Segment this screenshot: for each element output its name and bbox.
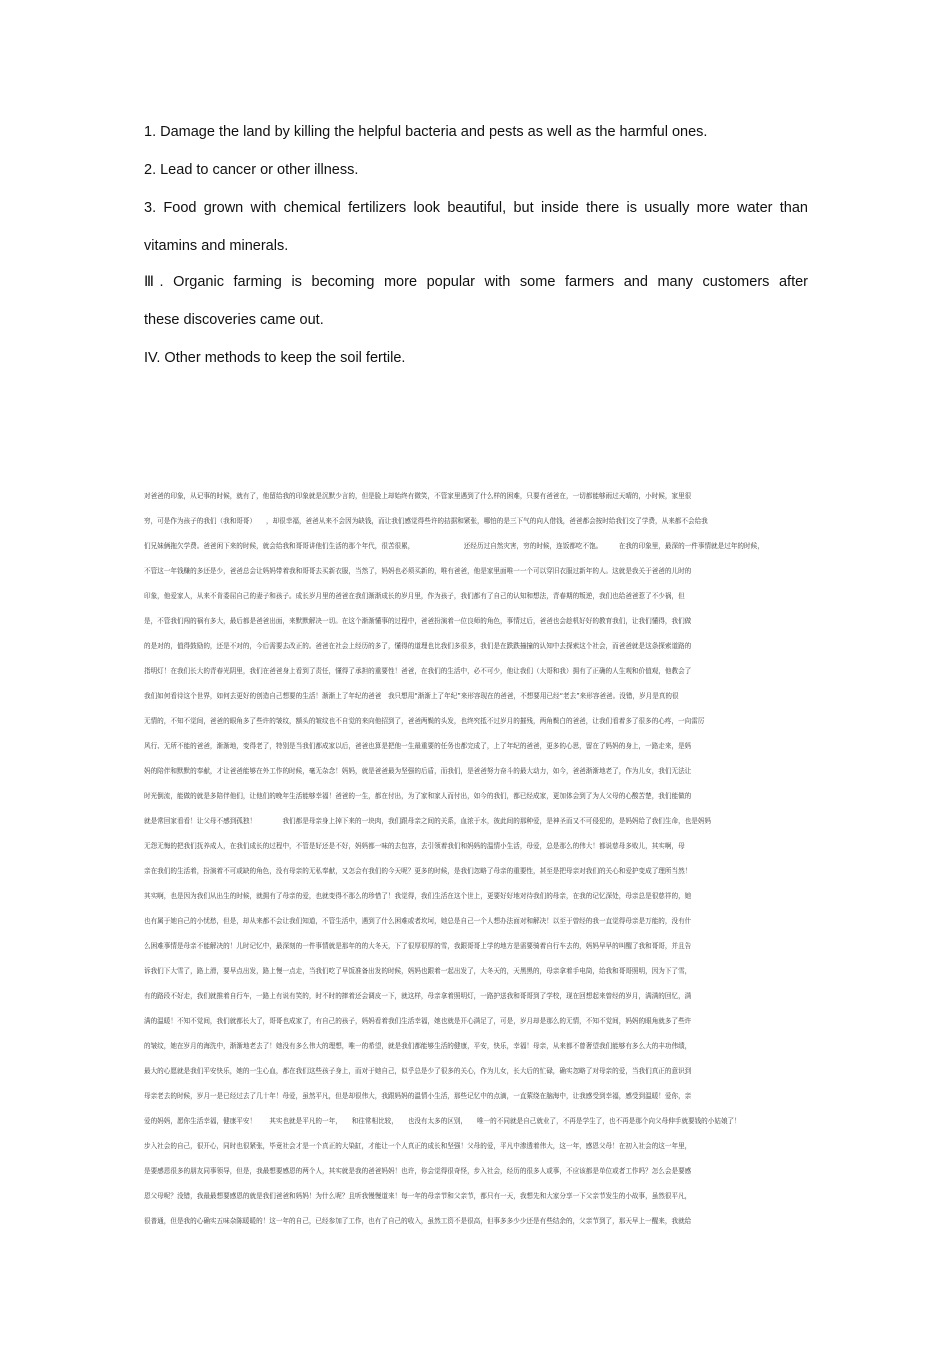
outline-item-3-continued: vitamins and minerals.	[144, 238, 289, 254]
essay-line: 指明灯！在我们长大的青春光阴里，我们在爸爸身上看到了责任，懂得了承担的重要性！爸爸，在我们的生活中，必不可少，他让我们（大哥和我）拥有了正确的人生观和价值观，他教会了	[144, 667, 692, 675]
essay-line: 很普通，但是我的心确实五味杂陈暖暖的！这一年的自己，已经参加了工作，也有了自己的收入，虽然工资不是很高，但事多多少少还是有些结余的，父亲节到了，那天早上一醒来，我就给	[144, 1217, 692, 1225]
essay-line: 无情的，不知不觉间，爸爸的眼角多了些许的皱纹，额头的皱纹也不自觉的来向他招到了，爸爸两鬓的头发，也终究抵不过岁月的摧残，两角鬓白的爸爸，让我们看着多了很多的心疼，一向雷厉	[144, 717, 705, 725]
outline-item-2: 2. Lead to cancer or other illness.	[144, 162, 359, 178]
essay-line: 无怨无悔的把我们抚养成人，在我们成长的过程中，不管是好还是不好，妈妈都一味的去包容，去引领着我们和妈妈的温情小生活，母爱，总是那么的伟大！都说慈母多败儿，其实啊，母	[144, 842, 685, 850]
outline-item-1: 1. Damage the land by killing the helpful bacteria and pests as well as the harmful ones.	[144, 124, 708, 140]
essay-line: 也有属于她自己的小忧愁，但是，却从来都不会让我们知道，不管生活中，遇到了什么困难或者坎坷，她总是自己一个人想办法面对和解决！以至于曾经的我一直觉得母亲是万能的，没有什	[144, 917, 692, 925]
essay-line: 印象，他爱家人，从来不肯委屈自己的妻子和孩子。成长岁月里的爸爸在我们渐渐成长的岁月里，作为孩子，我们都有了自己的认知和想法，青春期的叛逆，我们也给爸爸惹了不少祸，但	[144, 592, 685, 600]
essay-line: 亲在我们的生活着，扮演着不可或缺的角色，没有母亲的无私奉献，又怎会有我们的今天呢？更多的时候，是我们忽略了母亲的重要性，甚至是把母亲对我们的关心和爱护变成了理所当然！	[144, 867, 692, 875]
essay-line: 是要感恩很多的朋友同事领导，但是，我最想要感恩的两个人，其实就是我的爸爸妈妈！也许，你会觉得很奇怪，步入社会，经历的很多人或事，不应该都是单位或者工作吗？怎么会是要感	[144, 1167, 692, 1175]
essay-line: 诉我们下大雪了，路上滑，要早点出发，路上慢一点走，当我们吃了早饭准备出发的时候，妈妈也跟着一起出发了，大冬天的，天黑黑的，母亲拿着手电筒，给我和哥哥照明，因为下了雪，	[144, 967, 692, 975]
essay-line: 的皱纹，她在岁月的海洗中，渐渐地老去了！她没有多么伟大的理想，唯一的希望，就是我们都能够生活的健康，平安，快乐，幸福！母亲，从来都不曾奢望我们能够有多么大的丰功伟绩，	[144, 1042, 692, 1050]
essay-line: 是，不管我们闯的祸有多大，最后都是爸爸出面，来默默解决一切。在这个渐渐懂事的过程中，爸爸扮演着一位良师的角色，事情过后，爸爸也会趁机好好的教育我们，让我们懂得，我们做	[144, 617, 692, 625]
essay-line: 最大的心愿就是我们平安快乐，她的一生心血，都在我们这些孩子身上，而对于她自己，似乎总是少了很多的关心，作为儿女，长大后的忙碌，确实忽略了对母亲的爱，当我们真正的意识到	[144, 1067, 692, 1075]
essay-line: 们兄妹俩拖欠学费。爸爸闲下来的时候，就会给我和哥哥讲他们生活的那个年代，很苦很累， 还经历过自然灾害，穷的时候，连饭都吃不饱。 在我的印象里，最深的一件事情就是过年的时候，	[144, 542, 764, 550]
essay-line: 我们如何看待这个世界，如何去更好的创造自己想要的生活！渐渐上了年纪的爸爸 我只想用“渐渐上了年纪”来形容现在的爸爸，不想要用已经“老去”来形容爸爸。没错，岁月是真的很	[144, 692, 679, 700]
essay-line: 么困难事情是母亲不能解决的！儿时记忆中，最深刻的一件事情就是那年的的大冬天，下了很厚很厚的雪，我跟哥哥上学的地方是需要骑着自行车去的，妈妈早早的叫醒了我和哥哥，并且告	[144, 942, 692, 950]
essay-line: 满的温暖！不知不觉间，我们就都长大了，哥哥也成家了，有自己的孩子，妈妈看着我们生活幸福，她也就是开心满足了，可是，岁月却是那么的无情，不知不觉间，妈妈的眼角就多了些许	[144, 1017, 692, 1025]
outline-heading-iv: IV. Other methods to keep the soil fertile.	[144, 350, 406, 366]
essay-line: 时光倒流，能做的就是多陪伴他们，让他们的晚年生活能够幸福！爸爸的一生，都在付出，为了家和家人而付出，如今的我们，都已经成家，更加体会到了为人父母的心酸苦楚，我们能做的	[144, 792, 692, 800]
outline-item-3: 3. Food grown with chemical fertilizers look beautiful, but inside there is usually more water than	[144, 200, 808, 216]
essay-line: 对爸爸的印象，从记事的时候，就有了，他留给我的印象就是沉默少言的，但是脸上却始终有微笑，不管家里遇到了什么样的困难，只要有爸爸在，一切都能够雨过天晴的，小时候，家里很	[144, 492, 692, 500]
essay-line: 有的路段不好走，我们就推着自行车，一路上有说有笑的，时不时的摔着还会调皮一下，就这样，母亲拿着照明灯，一路护送我和哥哥到了学校，现在回想起来曾经的岁月，满满的回忆，满	[144, 992, 692, 1000]
essay-line: 就是常回家看看！让父母不感到孤独！ 我们都是母亲身上掉下来的一块肉，我们跟母亲之间的关系，血浓于水，彼此间的那种爱，是神圣而又不可侵犯的，是妈妈给了我们生命，也是妈妈	[144, 817, 712, 825]
essay-line: 爱的妈妈，愿你生活幸福，健康平安！ 其实也就是平凡的一年， 和往常相比较， 也没有太多的区别， 唯一的不同就是自己就业了，不再是学生了，也不再是那个向父母伸手就要钱的小姑娘了！	[144, 1117, 741, 1125]
outline-heading-iii-continued: these discoveries came out.	[144, 312, 324, 328]
essay-line: 穷，可是作为孩子的我们（我和哥哥） ，却很幸福，爸爸从来不会因为缺钱，而让我们感觉得些许的拮据和紧张，哪怕的是三下气的向人借钱，爸爸都会按时给我们交了学费，从来都不会给我	[144, 517, 708, 525]
essay-line: 母亲老去的时候，岁月一是已经过去了几十年！母爱，虽然平凡，但是却很伟大，我跟妈妈的温情小生活，那些记忆中的点滴，一直萦绕在脑海中，让我感受到幸福，感受到温暖！爱你，亲	[144, 1092, 692, 1100]
essay-line: 妈的陪伴和默默的奉献，才让爸爸能够在外工作的时候，毫无杂念！妈妈，就是爸爸最为坚强的后盾，而我们，是爸爸努力奋斗的最大动力，如今，爸爸渐渐地老了，作为儿女，我们无法让	[144, 767, 692, 775]
outline-heading-iii: Ⅲ. Organic farming is becoming more popular with some farmers and many customers after	[144, 274, 808, 290]
essay-line: 恩父母呢？没错，我最最想要感恩的就是我们爸爸和妈妈！为什么呢？且听我慢慢道来！每一年的母亲节和父亲节，都只有一天，我想先和大家分享一下父亲节发生的小故事，虽然很平凡，	[144, 1192, 692, 1200]
essay-line: 的是对的，值得鼓励的，还是不对的，今后需要去改正的。爸爸在社会上经历的多了，懂得的道理也比我们多很多，我们是在跌跌撞撞的认知中去探索这个社会，而爸爸就是这条探索道路的	[144, 642, 692, 650]
essay-line: 不管这一年钱赚的多还是少，爸爸总会让妈妈带着我和哥哥去买新衣服，当然了，妈妈也必须买新的，唯有爸爸，他是家里面唯一一个可以穿旧衣服过新年的人。这就是我关于爸爸的儿时的	[144, 567, 692, 575]
essay-line: 风行、无所不能的爸爸，渐渐地，变得老了，特别是当我们都成家以后，爸爸也算是把他一生最重要的任务也都完成了，上了年纪的爸爸，更多的心思，留在了妈妈的身上，一路走来，是妈	[144, 742, 692, 750]
essay-line: 步入社会的自己，很开心，同时也很紧张，毕竟社会才是一个真正的大染缸，才能让一个人真正的成长和坚强！父母的爱，平凡中渗透着伟大，这一年，感恩父母！在初入社会的这一年里，	[144, 1142, 692, 1150]
essay-line: 其实啊，也是因为我们从出生的时候，就拥有了母亲的爱，也就变得不那么的珍惜了！我觉得，我们生活在这个世上，更要好好地对待我们的母亲，在我的记忆深处，母亲总是很慈祥的，她	[144, 892, 692, 900]
